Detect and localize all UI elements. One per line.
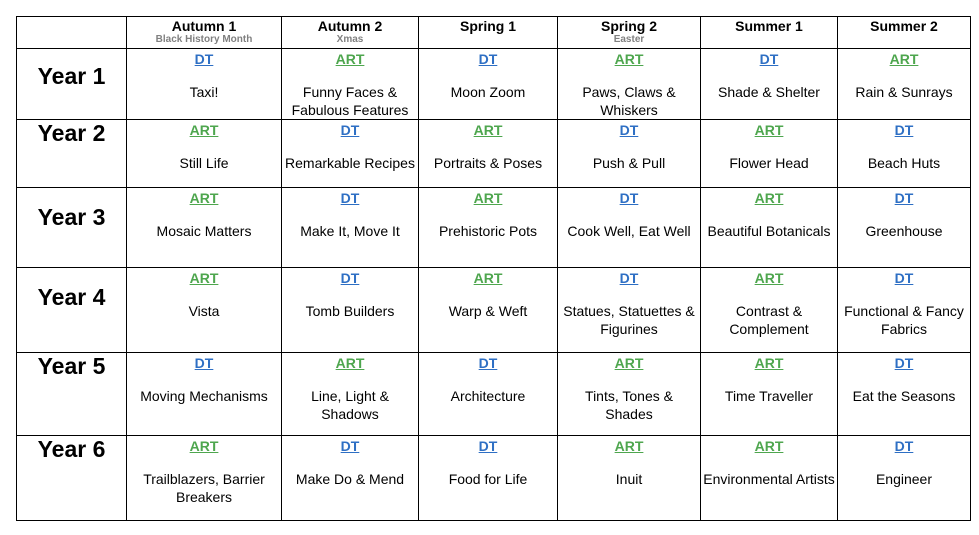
topic-cell	[127, 120, 282, 188]
term-label: Autumn 2	[317, 18, 383, 34]
header-row	[17, 17, 971, 49]
topic-cell	[282, 268, 419, 353]
topic-cell	[701, 353, 838, 436]
year-label: Year 1	[17, 49, 127, 120]
topic-cell	[419, 436, 558, 521]
table-row	[17, 268, 971, 353]
topic-cell	[838, 120, 971, 188]
topic-name: Greenhouse	[865, 223, 943, 239]
topic-cell	[838, 49, 971, 120]
topic-name: Functional & Fancy Fabrics	[844, 303, 964, 337]
topic-cell	[558, 120, 701, 188]
subject-label: DT	[478, 355, 498, 371]
topic-name: Moon Zoom	[450, 84, 526, 100]
topic-cell	[419, 120, 558, 188]
topic-cell	[558, 188, 701, 268]
term-sublabel: Black History Month	[155, 34, 253, 45]
term-sublabel: Easter	[613, 34, 645, 45]
subject-label: DT	[340, 190, 360, 206]
subject-label: ART	[189, 270, 219, 286]
subject-label: DT	[340, 122, 360, 138]
topic-name: Shade & Shelter	[718, 84, 820, 100]
topic-cell	[282, 353, 419, 436]
topic-name: Still Life	[179, 155, 229, 171]
topic-name: Engineer	[875, 471, 933, 487]
subject-label: ART	[754, 190, 784, 206]
subject-label: ART	[473, 190, 503, 206]
topic-name: Rain & Sunrays	[855, 84, 953, 100]
topic-cell	[127, 436, 282, 521]
table-row	[17, 120, 971, 188]
topic-name: Moving Mechanisms	[140, 388, 268, 404]
topic-name: Eat the Seasons	[852, 388, 956, 404]
term-header-spring-1	[419, 17, 558, 49]
topic-name: Push & Pull	[592, 155, 666, 171]
topic-name: Trailblazers, Barrier Breakers	[143, 471, 265, 505]
subject-label: ART	[614, 438, 644, 454]
subject-label: ART	[189, 190, 219, 206]
table-row	[17, 49, 971, 120]
subject-label: DT	[478, 438, 498, 454]
term-header-summer-2	[838, 17, 971, 49]
subject-label: DT	[619, 122, 639, 138]
topic-name: Cook Well, Eat Well	[567, 223, 691, 239]
term-label: Spring 1	[459, 18, 516, 34]
term-label: Spring 2	[600, 18, 657, 34]
topic-cell	[701, 436, 838, 521]
topic-name: Beautiful Botanicals	[707, 223, 831, 239]
subject-label: ART	[754, 122, 784, 138]
topic-name: Statues, Statuettes & Figurines	[563, 303, 695, 337]
term-sublabel: Xmas	[336, 34, 364, 45]
topic-name: Make It, Move It	[300, 223, 400, 239]
topic-name: Taxi!	[189, 84, 219, 100]
subject-label: DT	[894, 190, 914, 206]
topic-cell	[282, 188, 419, 268]
subject-label: DT	[340, 438, 360, 454]
topic-cell	[838, 188, 971, 268]
topic-name: Inuit	[615, 471, 643, 487]
year-label: Year 4	[17, 268, 127, 353]
topic-cell	[127, 188, 282, 268]
topic-cell	[838, 436, 971, 521]
topic-name: Line, Light & Shadows	[311, 388, 389, 422]
topic-cell	[558, 436, 701, 521]
table-body	[17, 49, 971, 521]
subject-label: ART	[754, 270, 784, 286]
year-label: Year 6	[17, 436, 127, 521]
topic-cell	[558, 353, 701, 436]
subject-label: DT	[194, 51, 214, 67]
subject-label: ART	[614, 51, 644, 67]
subject-label: DT	[340, 270, 360, 286]
topic-name: Funny Faces & Fabulous Features	[291, 84, 409, 118]
term-header-summer-1	[701, 17, 838, 49]
topic-name: Environmental Artists	[703, 471, 835, 487]
subject-label: ART	[335, 51, 365, 67]
topic-cell	[282, 49, 419, 120]
topic-cell	[701, 49, 838, 120]
topic-cell	[282, 120, 419, 188]
topic-name: Paws, Claws & Whiskers	[582, 84, 676, 118]
topic-name: Tints, Tones & Shades	[585, 388, 673, 422]
subject-label: DT	[759, 51, 779, 67]
corner-cell	[17, 17, 127, 49]
topic-name: Portraits & Poses	[433, 155, 543, 171]
term-header-autumn-2	[282, 17, 419, 49]
table-row	[17, 436, 971, 521]
topic-cell	[701, 188, 838, 268]
topic-name: Time Traveller	[724, 388, 814, 404]
subject-label: ART	[189, 122, 219, 138]
subject-label: DT	[894, 122, 914, 138]
table-row	[17, 188, 971, 268]
year-label: Year 2	[17, 120, 127, 188]
subject-label: ART	[189, 438, 219, 454]
year-label: Year 5	[17, 353, 127, 436]
subject-label: DT	[894, 270, 914, 286]
topic-cell	[419, 49, 558, 120]
topic-cell	[127, 49, 282, 120]
topic-name: Beach Huts	[867, 155, 941, 171]
subject-label: DT	[194, 355, 214, 371]
subject-label: DT	[619, 270, 639, 286]
topic-cell	[419, 268, 558, 353]
subject-label: ART	[889, 51, 919, 67]
topic-cell	[838, 268, 971, 353]
subject-label: ART	[754, 438, 784, 454]
term-label: Summer 2	[870, 18, 938, 34]
subject-label: ART	[335, 355, 365, 371]
topic-name: Architecture	[450, 388, 526, 404]
topic-name: Warp & Weft	[448, 303, 528, 319]
topic-name: Mosaic Matters	[156, 223, 252, 239]
topic-cell	[558, 268, 701, 353]
topic-name: Flower Head	[729, 155, 809, 171]
topic-name: Prehistoric Pots	[438, 223, 538, 239]
topic-cell	[127, 353, 282, 436]
term-label: Autumn 1	[171, 18, 237, 34]
topic-name: Contrast & Complement	[729, 303, 809, 337]
topic-cell	[127, 268, 282, 353]
table-row	[17, 353, 971, 436]
topic-name: Remarkable Recipes	[285, 155, 415, 171]
topic-cell	[701, 268, 838, 353]
topic-name: Food for Life	[448, 471, 528, 487]
topic-name: Make Do & Mend	[295, 471, 405, 487]
term-header-spring-2	[558, 17, 701, 49]
curriculum-table	[16, 16, 971, 521]
topic-cell	[419, 188, 558, 268]
topic-cell	[282, 436, 419, 521]
term-label: Summer 1	[735, 18, 803, 34]
topic-cell	[701, 120, 838, 188]
topic-cell	[558, 49, 701, 120]
subject-label: DT	[894, 438, 914, 454]
subject-label: DT	[478, 51, 498, 67]
topic-cell	[419, 353, 558, 436]
subject-label: ART	[754, 355, 784, 371]
subject-label: ART	[473, 270, 503, 286]
topic-name: Vista	[188, 303, 220, 319]
topic-name: Tomb Builders	[305, 303, 395, 319]
subject-label: DT	[619, 190, 639, 206]
topic-cell	[838, 353, 971, 436]
subject-label: DT	[894, 355, 914, 371]
year-label: Year 3	[17, 188, 127, 268]
term-header-autumn-1	[127, 17, 282, 49]
subject-label: ART	[614, 355, 644, 371]
subject-label: ART	[473, 122, 503, 138]
